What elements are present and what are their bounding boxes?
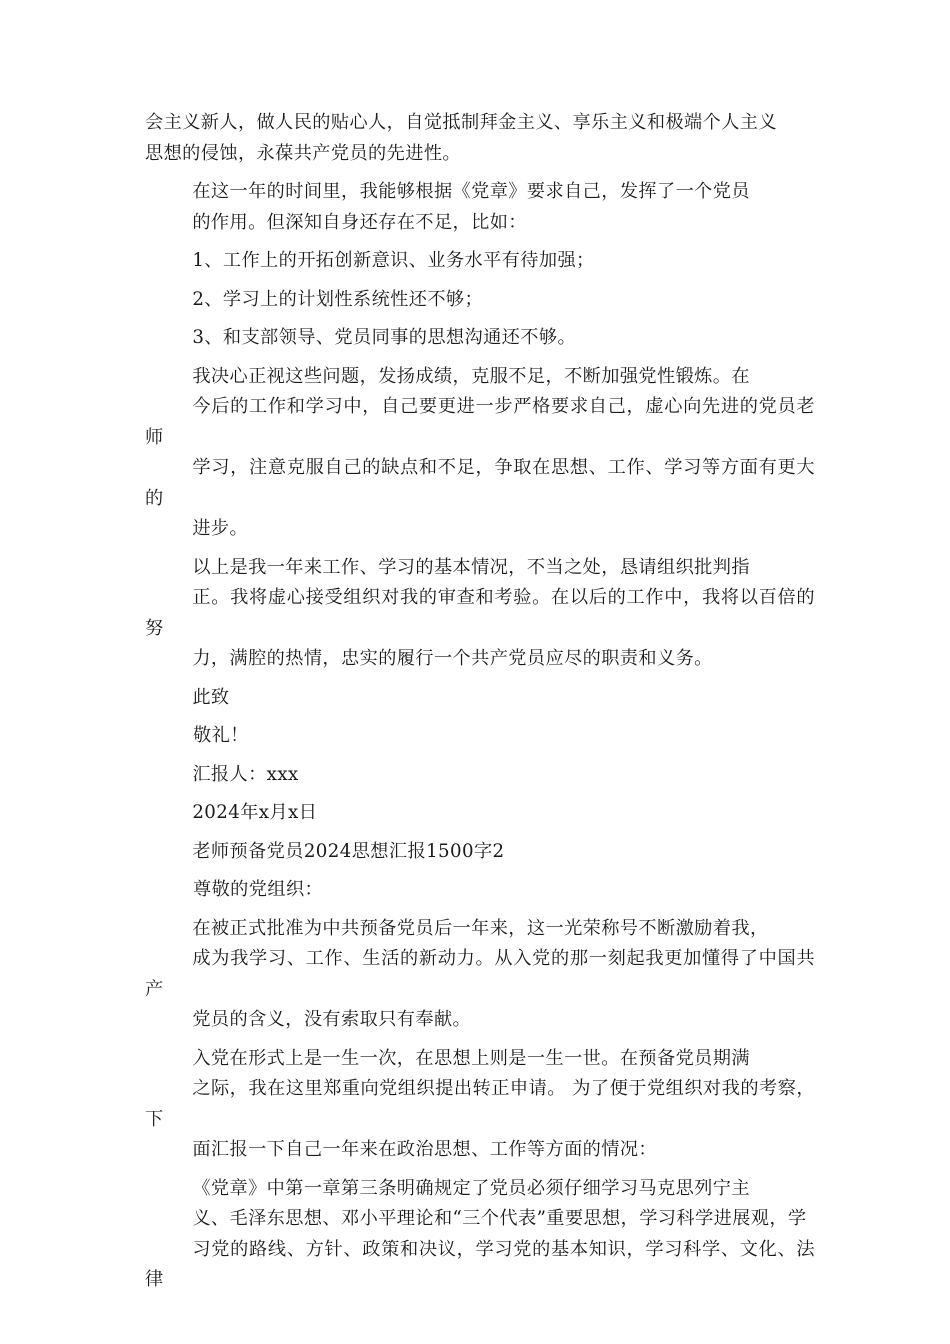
text-line: 我决心正视这些问题，发扬成绩，克服不足，不断加强党性锻炼。在 xyxy=(192,365,750,387)
paragraph xyxy=(145,1044,815,1166)
text-line: 会主义新人，做人民的贴心人，自觉抵制拜金主义、享乐主义和极端个人主义 xyxy=(145,112,777,133)
paragraph xyxy=(145,760,815,791)
text-line: 思想的侵蚀，永葆共产党员的先进性。 xyxy=(145,142,461,164)
paragraph xyxy=(145,1174,815,1296)
text-line: 尊敬的党组织： xyxy=(193,879,324,900)
paragraph xyxy=(145,914,815,1036)
text-line: 之际，我在这里郑重向党组织提出转正申请。 为了便于党组织对我的考察，下 xyxy=(145,1078,815,1130)
text-line: 成为我学习、工作、生活的新动力。从入党的那一刻起我更加懂得了中国共产 xyxy=(145,948,815,1000)
text-line: 的作用。但深知自身还存在不足，比如： xyxy=(192,211,527,233)
text-line: 今后的工作和学习中，自己要更进一步严格要求自己，虚心向先进的党员老师 xyxy=(145,396,815,448)
text-line: 党员的含义，没有索取只有奉献。 xyxy=(192,1009,472,1030)
text-line: 力，满腔的热情，忠实的履行一个共产党员应尽的职责和义务。 xyxy=(192,648,713,669)
text-line: 1、工作上的开拓创新意识、业务水平有待加强； xyxy=(192,250,595,271)
text-line: 2024年x月x日 xyxy=(192,802,318,823)
text-line: 此致 xyxy=(192,686,230,708)
document-page xyxy=(145,108,815,1304)
paragraph xyxy=(145,177,815,238)
paragraph xyxy=(145,362,815,545)
text-line: 义、毛泽东思想、邓小平理论和“三个代表”重要思想，学习科学进展观，学 xyxy=(192,1208,807,1229)
text-line: 以上是我一年来工作、学习的基本情况，不当之处，恳请组织批判指 xyxy=(192,556,750,578)
text-line: 3、和支部领导、党员同事的思想沟通还不够。 xyxy=(192,327,577,348)
paragraph xyxy=(145,837,815,868)
paragraph xyxy=(145,108,815,169)
text-line: 2、学习上的计划性系统性还不够； xyxy=(192,288,484,310)
text-line: 《党章》中第一章第三条明确规定了党员必须仔细学习马克思列宁主 xyxy=(192,1177,750,1199)
paragraph xyxy=(145,721,815,752)
text-line: 进步。 xyxy=(192,518,249,539)
text-line: 在被正式批准为中共预备党员后一年来，这一光荣称号不断激励着我， xyxy=(192,917,769,939)
paragraph xyxy=(145,246,815,277)
paragraph xyxy=(145,553,815,675)
text-line: 习党的路线、方针、政策和决议，学习党的基本知识，学习科学、文化、法律 xyxy=(145,1238,815,1290)
text-line: 汇报人：xxx xyxy=(192,763,299,785)
text-line: 学习，注意克服自己的缺点和不足，争取在思想、工作、学习等方面有更大的 xyxy=(145,457,815,509)
text-line: 正。我将虚心接受组织对我的审查和考验。在以后的工作中，我将以百倍的努 xyxy=(145,587,815,639)
text-line: 老师预备党员2024思想汇报1500字2 xyxy=(192,840,505,862)
text-line: 敬礼！ xyxy=(193,725,249,746)
paragraph xyxy=(145,285,815,316)
text-line: 面汇报一下自己一年来在政治思想、工作等方面的情况： xyxy=(192,1139,658,1160)
paragraph xyxy=(145,323,815,354)
text-line: 在这一年的时间里，我能够根据《党章》要求自己，发挥了一个党员 xyxy=(192,181,750,202)
document-body xyxy=(145,108,815,1296)
paragraph xyxy=(145,683,815,714)
text-line: 入党在形式上是一生一次，在思想上则是一生一世。在预备党员期满 xyxy=(192,1047,750,1069)
paragraph xyxy=(145,798,815,829)
paragraph xyxy=(145,875,815,906)
